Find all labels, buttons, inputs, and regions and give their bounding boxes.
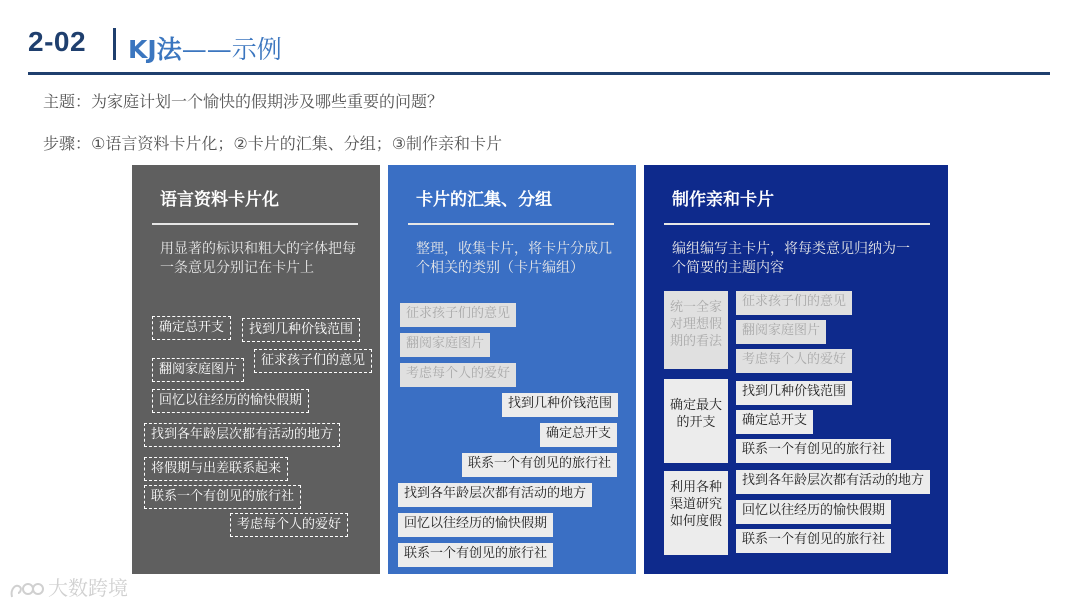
idea-card: 找到各年龄层次都有活动的地方 [398,483,592,507]
idea-card: 将假期与出差联系起来 [144,457,288,481]
idea-card: 征求孩子们的意见 [400,303,516,327]
idea-card: 翻阅家庭图片 [400,333,490,357]
idea-card: 联系一个有创见的旅行社 [462,453,617,477]
panel-rule [152,223,358,225]
watermark-text: 大数跨境 [48,576,128,600]
idea-card: 联系一个有创见的旅行社 [736,439,891,463]
panel-title: 语言资料卡片化 [160,190,279,210]
idea-card: 确定总开支 [152,316,231,340]
panel-title: 制作亲和卡片 [672,190,774,210]
idea-card: 考虑每个人的爱好 [230,513,348,537]
panel-card-creation [132,165,380,574]
idea-card: 确定总开支 [736,410,813,434]
panel-description: 编组编写主卡片，将每类意见归纳为一个简要的主题内容 [672,241,910,276]
idea-card: 翻阅家庭图片 [152,358,244,382]
idea-card: 联系一个有创见的旅行社 [398,543,553,567]
panel-description: 整理，收集卡片，将卡片分成几个相关的类别（卡片编组） [416,241,612,276]
steps-line: 步骤：①语言资料卡片化；②卡片的汇集、分组；③制作亲和卡片 [43,134,503,153]
group-header-card: 确定最大的开支 [664,379,728,463]
title-divider [113,28,116,60]
title-rest: ——示例 [181,35,282,64]
idea-card: 考虑每个人的爱好 [736,349,852,373]
subject-line: 主题：为家庭计划一个愉快的假期涉及哪些重要的问题？ [43,92,444,111]
idea-card: 联系一个有创见的旅行社 [144,485,301,509]
idea-card: 回忆以往经历的愉快假期 [152,389,309,413]
idea-card: 翻阅家庭图片 [736,320,826,344]
panel-card-grouping [388,165,636,574]
panel-title: 卡片的汇集、分组 [416,190,552,210]
idea-card: 回忆以往经历的愉快假期 [398,513,553,537]
title-strong: KJ法 [128,35,182,64]
watermark [8,572,128,601]
panel-affinity-cards [644,165,948,574]
group-header-card: 利用各种渠道研究如何度假 [664,471,728,555]
idea-card: 找到几种价钱范围 [242,318,360,342]
idea-card: 征求孩子们的意见 [736,291,852,315]
group-header-card: 统一全家对理想假期的看法 [664,291,728,369]
panel-rule [664,223,930,225]
brand-logo-icon [8,579,44,601]
idea-card: 找到几种价钱范围 [502,393,618,417]
idea-card: 找到各年龄层次都有活动的地方 [144,423,340,447]
idea-card: 征求孩子们的意见 [254,349,372,373]
idea-card: 确定总开支 [540,423,617,447]
title-rule [28,72,1050,75]
idea-card: 回忆以往经历的愉快假期 [736,500,891,524]
idea-card: 找到几种价钱范围 [736,381,852,405]
idea-card: 找到各年龄层次都有活动的地方 [736,470,930,494]
idea-card: 联系一个有创见的旅行社 [736,529,891,553]
panel-rule [408,223,614,225]
idea-card: 考虑每个人的爱好 [400,363,516,387]
panel-description: 用显著的标识和粗大的字体把每一条意见分别记在卡片上 [160,241,356,276]
section-number: 2-02 [28,26,87,57]
page-title [128,30,282,66]
